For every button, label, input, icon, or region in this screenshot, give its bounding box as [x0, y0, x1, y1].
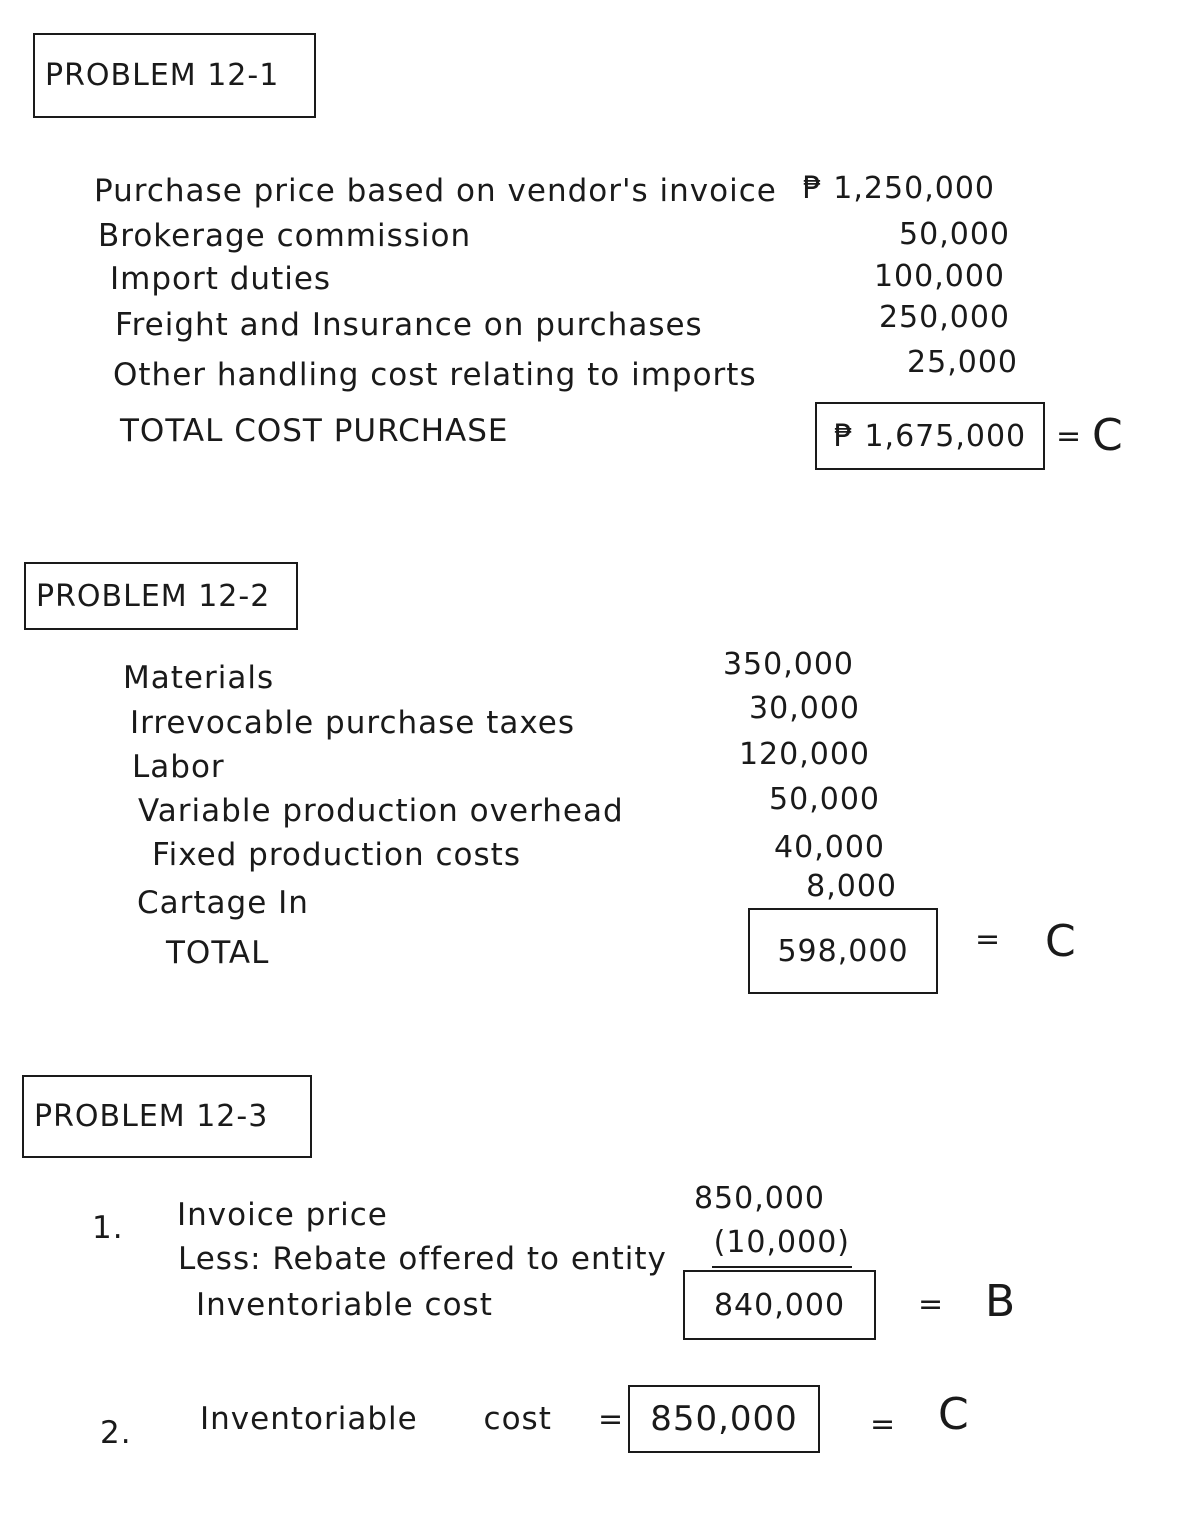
p1-equals: = — [1056, 419, 1082, 454]
p2-item-amount: 8,000 — [806, 869, 897, 904]
p1-item-label: Brokerage commission — [98, 218, 472, 254]
p2-item-amount: 40,000 — [774, 830, 885, 865]
p2-answer: C — [1045, 916, 1076, 967]
p3-part2-answer: C — [938, 1389, 969, 1440]
p1-item-amount: 50,000 — [899, 217, 1010, 252]
problem-12-2-title: PROBLEM 12-2 — [24, 562, 298, 630]
p3-item-amount: (10,000) — [713, 1225, 850, 1260]
p2-item-label: Fixed production costs — [152, 837, 521, 873]
p3-part1-equals: = — [918, 1287, 944, 1322]
p3-item-amount: 850,000 — [693, 1181, 825, 1216]
p1-item-label: Purchase price based on vendor's invoice — [94, 173, 777, 209]
p3-part1-total-box: 840,000 — [683, 1270, 876, 1340]
p2-item-amount: 50,000 — [769, 782, 880, 817]
p1-item-amount: 250,000 — [878, 300, 1010, 335]
p2-item-label: Irrevocable purchase taxes — [130, 705, 575, 741]
problem-12-1-title: PROBLEM 12-1 — [33, 33, 316, 118]
p2-item-label: Labor — [132, 749, 225, 785]
p1-item-label: Other handling cost relating to imports — [113, 357, 757, 393]
p3-part2-total-box: 850,000 — [628, 1385, 820, 1453]
p2-item-amount: 120,000 — [738, 737, 870, 772]
p1-item-label: Import duties — [110, 261, 332, 297]
problem-12-3-title: PROBLEM 12-3 — [22, 1075, 312, 1158]
p3-part2-equals: = — [870, 1407, 896, 1442]
p2-item-amount: 30,000 — [749, 691, 860, 726]
p2-item-label: Variable production overhead — [138, 793, 624, 829]
p3-item-label: Inventoriable cost — [196, 1287, 493, 1323]
p2-item-amount: 350,000 — [722, 647, 854, 682]
p3-part1-number: 1. — [92, 1210, 124, 1246]
p3-item-label: Less: Rebate offered to entity — [178, 1241, 667, 1277]
p1-item-amount: ₱ 1,250,000 — [802, 171, 995, 206]
p2-total-box: 598,000 — [748, 908, 938, 994]
p2-item-label: Materials — [123, 660, 275, 696]
p3-subtotal-line — [712, 1266, 852, 1268]
p1-item-amount: 25,000 — [907, 345, 1018, 380]
p2-equals: = — [975, 922, 1001, 957]
p3-part2-eq-sign: = — [598, 1402, 624, 1437]
p3-part2-number: 2. — [100, 1415, 132, 1451]
p2-item-label: Cartage In — [137, 885, 309, 921]
p1-total-label: TOTAL COST PURCHASE — [120, 413, 509, 449]
p3-item-label: Invoice price — [177, 1197, 388, 1233]
p1-total-box: ₱ 1,675,000 — [815, 402, 1045, 470]
p3-part1-answer: B — [985, 1276, 1016, 1327]
p2-total-label: TOTAL — [166, 935, 270, 971]
p1-answer: C — [1092, 410, 1123, 461]
p1-item-label: Freight and Insurance on purchases — [115, 307, 703, 343]
p1-item-amount: 100,000 — [873, 259, 1005, 294]
p3-part2-label: Inventoriable cost — [200, 1401, 552, 1437]
